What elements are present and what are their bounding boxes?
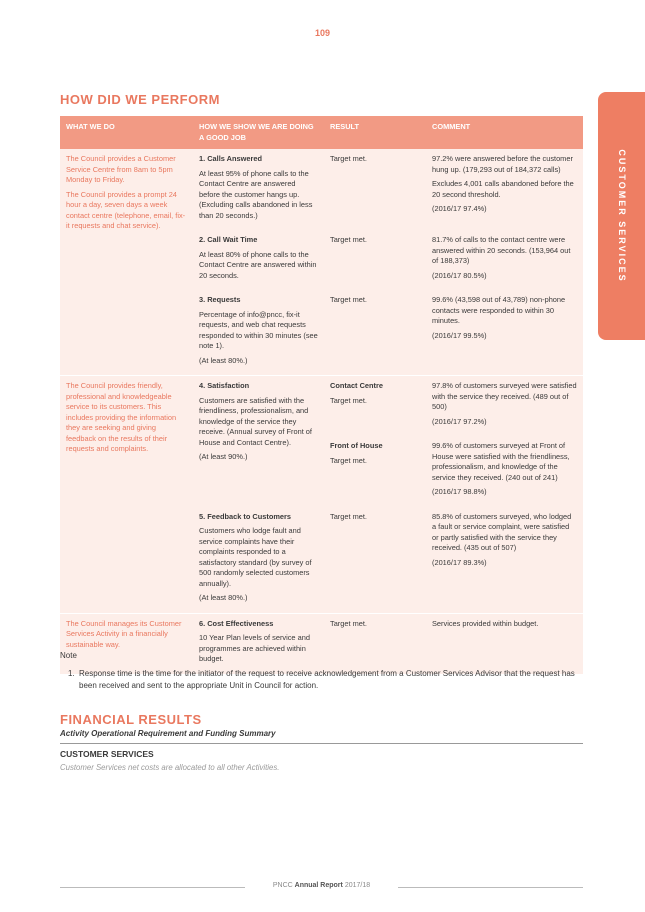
measure-text: (At least 80%.)	[199, 355, 248, 365]
note-title: Note	[60, 651, 77, 660]
comment-text: Excludes 4,001 calls abandoned before the 20 second threshold.	[432, 179, 574, 199]
result-cell	[324, 507, 426, 614]
measure-title: 1. Calls Answered	[199, 154, 262, 163]
footer-prefix: PNCC	[272, 882, 295, 889]
section-title: HOW DID WE PERFORM	[60, 92, 220, 107]
comment-cell	[426, 436, 583, 507]
result-cell	[324, 149, 426, 230]
measure-title: 4. Satisfaction	[199, 381, 250, 390]
what-we-do-cell	[60, 376, 193, 614]
comment-text: 97.2% were answered before the customer hung up. (179,293 out of 184,372 calls)	[432, 154, 573, 174]
comment-text: (2016/17 97.4%)	[432, 204, 487, 213]
measure-text: At least 80% of phone calls to the Contact Centre are answered within 20 seconds.	[199, 249, 317, 280]
result-cell	[324, 290, 426, 376]
comment-text: Services provided within budget.	[432, 618, 539, 628]
table-row	[60, 376, 583, 437]
measure-text: (At least 90%.)	[199, 452, 248, 461]
measure-cell	[193, 230, 324, 290]
comment-text: (2016/17 98.8%)	[432, 487, 487, 496]
table-header-row	[60, 116, 583, 149]
comment-text: (2016/17 89.3%)	[432, 557, 487, 567]
what-we-do-text: The Council manages its Customer Services Activity in a financially sustainable way.	[66, 618, 182, 649]
measure-title: 2. Call Wait Time	[199, 235, 258, 244]
note-text: Response time is the time for the initiator of the request to receive acknowledgement from a Customer Services Advisor that the request has been received and sent to the appropriate Unit in Council for action.	[79, 669, 575, 690]
what-we-do-text: The Council provides a Customer Service Centre from 8am to 5pm Monday to Friday.	[66, 154, 176, 184]
result-cell	[324, 436, 426, 507]
measure-cell	[193, 149, 324, 230]
measure-title: 5. Feedback to Customers	[199, 511, 292, 521]
result-text: Target met.	[330, 455, 367, 465]
table-row	[60, 613, 583, 674]
measure-text: Customers who lodge fault and service complaints have their complaints responded to a satisfactory standard (by survey of 500 randomly selected customers annually).	[199, 526, 312, 588]
what-we-do-text: The Council provides a prompt 24 hour a day, seven days a week contact centre (telephone, email, fix-it requests and chat service).	[66, 189, 186, 230]
result-cell	[324, 376, 426, 437]
comment-text: 99.6% of customers surveyed at Front of House were satisfied with the friendliness, professionalism, and knowledge of the service they received. (240 out of 241)	[432, 441, 570, 482]
comment-text: (2016/17 99.5%)	[432, 330, 487, 340]
measure-text: Percentage of info@pncc, fix-it requests, and web chat requests responded to within 30 minutes (see note 1).	[199, 309, 318, 350]
measure-cell	[193, 507, 324, 614]
comment-text: (2016/17 97.2%)	[432, 416, 487, 426]
result-text: Target met.	[330, 395, 367, 405]
measure-cell	[193, 290, 324, 376]
comment-cell	[426, 290, 583, 376]
footer-report-name: Annual Report	[294, 882, 343, 889]
what-we-do-cell	[60, 613, 193, 674]
measure-text: At least 95% of phone calls to the Contact Centre are answered before the customer hangs up. (Excluding calls abandoned in less than 20 seconds.)	[199, 168, 313, 220]
comment-cell	[426, 507, 583, 614]
result-label: Front of House	[330, 441, 383, 450]
comment-text: 99.6% (43,598 out of 43,789) non-phone contacts were responded to within 30 minutes.	[432, 295, 566, 325]
column-header: HOW WE SHOW WE ARE DOING A GOOD JOB	[193, 116, 324, 149]
comment-cell	[426, 149, 583, 230]
comment-cell	[426, 230, 583, 290]
comment-cell	[426, 376, 583, 437]
customer-services-heading: CUSTOMER SERVICES	[60, 749, 154, 759]
comment-cell	[426, 613, 583, 674]
footer	[60, 882, 583, 894]
what-we-do-cell	[60, 149, 193, 376]
column-header: WHAT WE DO	[60, 116, 193, 149]
side-tab-label: CUSTOMER SERVICES	[616, 149, 627, 283]
measure-text: (At least 80%.)	[199, 593, 248, 602]
comment-text: 81.7% of calls to the contact centre were answered within 20 seconds. (153,964 out of 188,373)	[432, 235, 571, 265]
measure-text: 10 Year Plan levels of service and programmes are achieved within budget.	[199, 633, 310, 663]
comment-text: 97.8% of customers surveyed were satisfied with the service they received. (489 out of 500)	[432, 381, 577, 411]
result-text: Target met.	[330, 511, 367, 521]
footer-year: 2017/18	[342, 882, 371, 889]
result-text: Target met.	[330, 618, 367, 628]
result-label: Contact Centre	[330, 381, 383, 390]
financial-note: Customer Services net costs are allocated to all other Activities.	[60, 763, 280, 772]
measure-cell	[193, 613, 324, 674]
footer-text	[60, 882, 583, 889]
financial-results-title: FINANCIAL RESULTS	[60, 712, 202, 727]
result-text: Target met.	[330, 154, 367, 163]
column-header: COMMENT	[426, 116, 583, 149]
measure-text: Customers are satisfied with the friendliness, professionalism, and knowledge of the service they receive. (Annual survey of Front of House and Contact Centre).	[199, 395, 312, 447]
side-tab	[598, 92, 645, 340]
measure-title: 3. Requests	[199, 295, 241, 304]
result-cell	[324, 613, 426, 674]
divider	[60, 743, 583, 744]
comment-text: 85.8% of customers surveyed, who lodged a fault or service complaint, were satisfied or partly satisfied with the service they received. (435 out of 507)	[432, 511, 572, 552]
table-row	[60, 149, 583, 230]
note-item	[68, 668, 578, 692]
financial-subtitle: Activity Operational Requirement and Funding Summary	[60, 729, 276, 738]
comment-text: (2016/17 80.5%)	[432, 270, 487, 280]
what-we-do-text: The Council provides friendly, professional and knowledgeable service to its customers. This includes providing the information they are seeking and giving feedback on the results of their requests and complaints.	[66, 381, 177, 453]
measure-title: 6. Cost Effectiveness	[199, 618, 274, 628]
page-number: 109	[314, 28, 331, 38]
performance-table	[60, 116, 583, 674]
result-cell	[324, 230, 426, 290]
note-number: 1.	[68, 669, 75, 678]
result-text: Target met.	[330, 295, 367, 304]
column-header: RESULT	[324, 116, 426, 149]
result-text: Target met.	[330, 235, 367, 244]
measure-cell	[193, 376, 324, 507]
